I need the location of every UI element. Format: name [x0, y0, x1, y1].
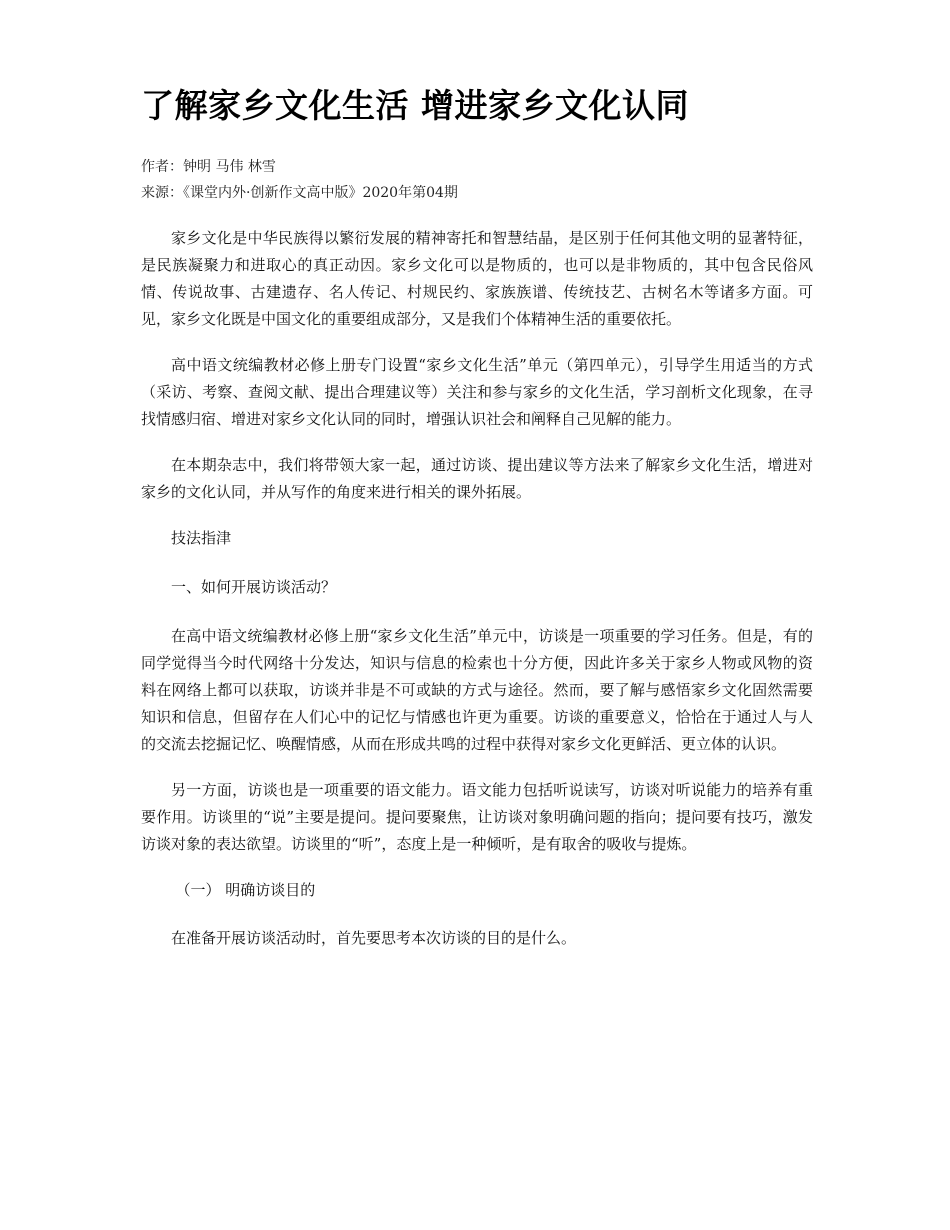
- paragraph-issue-plan: 在本期杂志中，我们将带领大家一起，通过访谈、提出建议等方法来了解家乡文化生活，增进对家乡的文化认同，并从写作的角度来进行相关的课外拓展。: [141, 456, 813, 501]
- paragraph-interview-importance: 在高中语文统编教材必修上册“家乡文化生活”单元中，访谈是一项重要的学习任务。但是，有的同学觉得当今时代网络十分发达，知识与信息的检索也十分方便，因此许多关于家乡人物或风物的资料在网络上都可以获取，访谈并非是不可或缺的方式与途径。然而，要了解与感悟家乡文化固然需要知识和信息，但留存在人们心中的记忆与情感也许更为重要。访谈的重要意义，恰恰在于通过人与人的交流去挖掘记忆、唤醒情感，从而在形成共鸣的过程中获得对家乡文化更鲜活、更立体的认识。: [141, 627, 813, 753]
- source-line: 来源：《课堂内外·创新作文高中版》2020年第04期: [141, 185, 458, 201]
- paragraph-purpose-question: 在准备开展访谈活动时，首先要思考本次访谈的目的是什么。: [171, 929, 577, 947]
- paragraph-textbook-unit: 高中语文统编教材必修上册专门设置“家乡文化生活”单元（第四单元），引导学生用适当的方式（采访、考察、查阅文献、提出合理建议等）关注和参与家乡的文化生活，学习剖析文化现象，在寻找情感归宿、增进对家乡文化认同的同时，增强认识社会和阐释自己见解的能力。: [141, 356, 813, 428]
- section-heading-techniques: 技法指津: [171, 529, 232, 547]
- subheading-clarify-purpose: （一） 明确访谈目的: [175, 881, 316, 899]
- paragraph-interview-skill: 另一方面，访谈也是一项重要的语文能力。语文能力包括听说读写，访谈对听说能力的培养有重要作用。访谈里的“说”主要是提问。提问要聚焦，让访谈对象明确问题的指向；提问要有技巧，激发访谈对象的表达欲望。访谈里的“听”，态度上是一种倾听，是有取舍的吸收与提炼。: [141, 781, 813, 853]
- article: [141, 82, 813, 971]
- author-line: 作者：钟明 马伟 林雪: [141, 159, 276, 175]
- section-heading-how-to-interview: 一、如何开展访谈活动？: [171, 578, 337, 596]
- article-body: [141, 225, 813, 952]
- article-meta: [141, 154, 813, 206]
- article-title: 了解家乡文化生活 增进家乡文化认同: [141, 86, 689, 125]
- paragraph-intro: 家乡文化是中华民族得以繁衍发展的精神寄托和智慧结晶，是区别于任何其他文明的显著特征，是民族凝聚力和进取心的真正动因。家乡文化可以是物质的，也可以是非物质的，其中包含民俗风情、传说故事、古建遗存、名人传记、村规民约、家族族谱、传统技艺、古树名木等诸多方面。可见，家乡文化既是中国文化的重要组成部分，又是我们个体精神生活的重要依托。: [141, 229, 813, 328]
